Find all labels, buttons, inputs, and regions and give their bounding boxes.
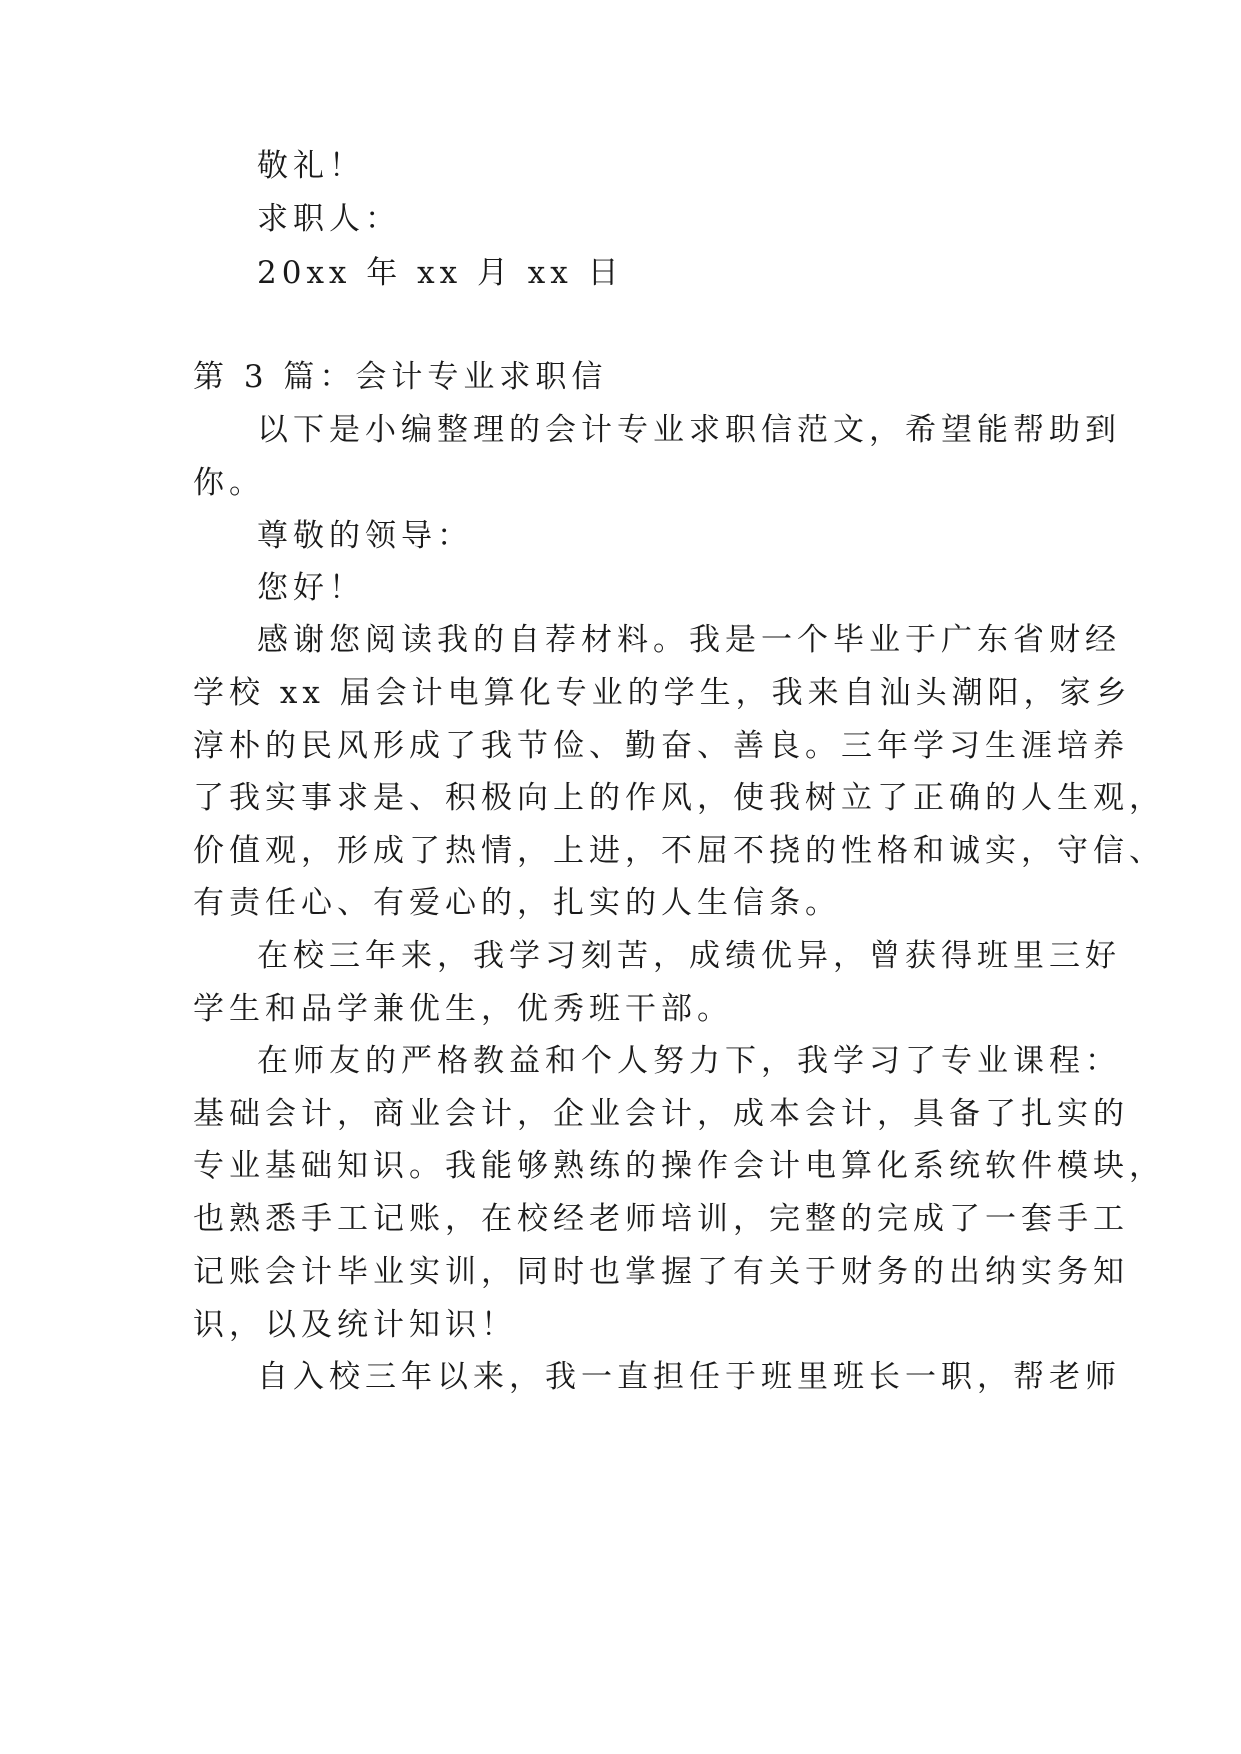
closing-salute: 敬礼！: [257, 148, 365, 184]
paragraph-line: 记账会计毕业实训，同时也掌握了有关于财务的出纳实务知: [193, 1254, 1129, 1290]
closing-signer: 求职人：: [257, 201, 401, 237]
closing-date: 20xx 年 xx 月 xx 日: [257, 255, 624, 291]
paragraph-line: 基础会计，商业会计，企业会计，成本会计，具备了扎实的: [193, 1096, 1129, 1132]
paragraph-line: 你。: [193, 465, 265, 501]
paragraph-line: 以下是小编整理的会计专业求职信范文，希望能帮助到: [257, 412, 1121, 448]
greeting-line: 尊敬的领导：: [257, 518, 473, 554]
paragraph-line: 识，以及统计知识！: [193, 1307, 517, 1343]
paragraph-line: 有责任心、有爱心的，扎实的人生信条。: [193, 885, 841, 921]
paragraph-line: 专业基础知识。我能够熟练的操作会计电算化系统软件模块，: [193, 1148, 1165, 1184]
paragraph-line: 淳朴的民风形成了我节俭、勤奋、善良。三年学习生涯培养: [193, 728, 1129, 764]
paragraph-line: 学生和品学兼优生，优秀班干部。: [193, 991, 733, 1027]
paragraph-line: 在师友的严格教益和个人努力下，我学习了专业课程：: [257, 1043, 1121, 1079]
paragraph-line: 在校三年来，我学习刻苦，成绩优异，曾获得班里三好: [257, 938, 1121, 974]
paragraph-line: 感谢您阅读我的自荐材料。我是一个毕业于广东省财经: [257, 622, 1121, 658]
paragraph-line: 学校 xx 届会计电算化专业的学生，我来自汕头潮阳，家乡: [193, 675, 1132, 711]
paragraph-line: 也熟悉手工记账，在校经老师培训，完整的完成了一套手工: [193, 1201, 1129, 1237]
greeting-line: 您好！: [257, 570, 365, 606]
paragraph-line: 了我实事求是、积极向上的作风，使我树立了正确的人生观，: [193, 780, 1165, 816]
paragraph-line: 价值观，形成了热情，上进，不屈不挠的性格和诚实，守信、: [193, 833, 1165, 869]
paragraph-line: 自入校三年以来，我一直担任于班里班长一职，帮老师: [257, 1359, 1121, 1395]
section-heading: 第 3 篇：会计专业求职信: [193, 359, 608, 395]
